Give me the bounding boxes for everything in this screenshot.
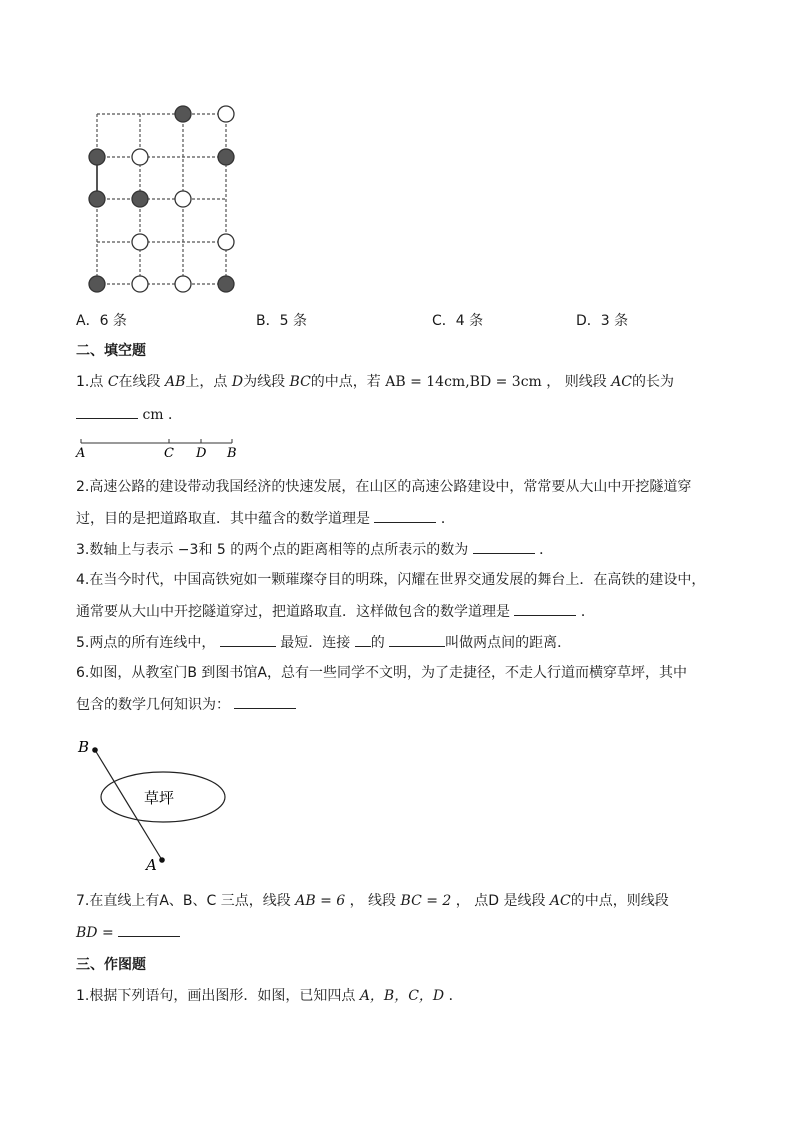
- answer-blank[interactable]: [389, 632, 445, 647]
- equation: AB = 14cm,BD = 3cm: [385, 374, 542, 390]
- answer-blank[interactable]: [220, 632, 276, 647]
- question-3: [76, 539, 553, 560]
- text: ．: [444, 988, 463, 1004]
- filled-dot: [89, 149, 105, 165]
- text: 的长为: [632, 374, 675, 390]
- text: 包含的数学几何知识为：: [76, 697, 230, 713]
- label-b: B: [227, 446, 237, 460]
- grid-lines: [97, 114, 226, 284]
- open-dot: [218, 234, 234, 250]
- question-2-line-1: 2.高速公路的建设带动我国经济的快速发展，在山区的高速公路建设中，常常要从大山中开挖隧道穿: [76, 479, 692, 495]
- question-drawing-1: [76, 986, 463, 1006]
- open-dot: [132, 149, 148, 165]
- question-4-line-2: [76, 601, 595, 622]
- equation: BC = 2: [400, 893, 452, 909]
- open-dot: [175, 276, 191, 292]
- text: 最短．连接: [280, 635, 351, 651]
- section-heading-fill-blank: 二、填空题: [76, 343, 146, 359]
- text: 的: [370, 635, 385, 651]
- text: 通常要从大山中开挖隧道穿过，把道路取直．这样做包含的数学道理是: [76, 604, 510, 620]
- var-ab: AB: [164, 374, 186, 390]
- option-a: A．6 条: [76, 313, 127, 329]
- open-dot: [132, 276, 148, 292]
- text: ．: [580, 604, 595, 620]
- open-dot: [218, 106, 234, 122]
- question-5: [76, 632, 571, 653]
- text: ， 则线段: [541, 374, 612, 390]
- filled-dot: [175, 106, 191, 122]
- text: 的中点，若: [310, 374, 386, 390]
- option-c: C．4 条: [432, 313, 484, 329]
- text: 1.根据下列语句，画出图形．如图，已知四点: [76, 988, 360, 1004]
- filled-dot: [89, 191, 105, 207]
- text: 过，目的是把道路取直．其中蕴含的数学道理是: [76, 511, 370, 527]
- grid-figure: [80, 100, 250, 300]
- text: 7.在直线上有A、B、C 三点，线段: [76, 893, 296, 909]
- answer-blank[interactable]: [355, 632, 371, 647]
- answer-blank[interactable]: [514, 601, 576, 616]
- text: 的中点，则线段: [570, 893, 669, 909]
- label-b: B: [78, 738, 90, 756]
- text: 5.两点的所有连线中，: [76, 635, 216, 651]
- equation: BD =: [76, 925, 119, 941]
- lawn-figure: [74, 734, 244, 874]
- answer-blank[interactable]: [473, 539, 535, 554]
- text: 上，点: [185, 374, 232, 390]
- text: 在线段: [118, 374, 165, 390]
- label-d: D: [196, 446, 207, 460]
- equation: AB = 6: [295, 893, 346, 909]
- filled-dot: [132, 191, 148, 207]
- question-6-line-1: 6.如图，从教室门B 到图书馆A，总有一些同学不文明，为了走捷径，不走人行道而横穿草坪，其中: [76, 665, 687, 681]
- question-1-line-1: [76, 372, 674, 392]
- question-4-line-1: 4.在当今时代，中国高铁宛如一颗璀璨夺目的明珠，闪耀在世界交通发展的舞台上．在高铁的建设中，: [76, 572, 706, 588]
- text: 为线段: [243, 374, 290, 390]
- unit: cm ．: [142, 407, 183, 423]
- answer-blank[interactable]: [76, 404, 138, 419]
- points: A，B，C，D: [359, 988, 445, 1004]
- text: 3.数轴上与表示 −3和 5 的两个点的距离相等的点所表示的数为: [76, 542, 469, 558]
- filled-dot: [218, 276, 234, 292]
- text: ， 线段: [345, 893, 401, 909]
- filled-dot: [218, 149, 234, 165]
- var-bc: BC: [289, 374, 311, 390]
- answer-blank[interactable]: [118, 922, 180, 937]
- section-heading-drawing: 三、作图题: [76, 957, 146, 973]
- text: ， 点D 是线段: [451, 893, 550, 909]
- question-6-line-2: [76, 694, 296, 715]
- question-7-line-1: [76, 891, 669, 911]
- var-ac: AC: [611, 374, 633, 390]
- text: ．: [539, 542, 554, 558]
- open-dot: [175, 191, 191, 207]
- label-a: A: [146, 856, 157, 874]
- answer-blank[interactable]: [234, 694, 296, 709]
- question-2-line-2: [76, 508, 455, 529]
- filled-dot: [89, 276, 105, 292]
- text: ．: [440, 511, 455, 527]
- segment-figure: [72, 434, 248, 460]
- question-number: 1.: [76, 374, 90, 390]
- var-ac: AC: [549, 893, 571, 909]
- question-1-line-2: [76, 404, 182, 425]
- text: 点: [89, 374, 108, 390]
- answer-blank[interactable]: [374, 508, 436, 523]
- lawn-label: 草坪: [144, 789, 175, 807]
- label-a: A: [76, 446, 86, 460]
- text: 叫做两点间的距离．: [445, 635, 572, 651]
- question-7-line-2: [76, 922, 180, 943]
- var-c: C: [107, 374, 119, 390]
- open-dot: [132, 234, 148, 250]
- label-c: C: [164, 446, 174, 460]
- option-b: B．5 条: [256, 313, 307, 329]
- option-d: D．3 条: [576, 313, 629, 329]
- var-d: D: [231, 374, 244, 390]
